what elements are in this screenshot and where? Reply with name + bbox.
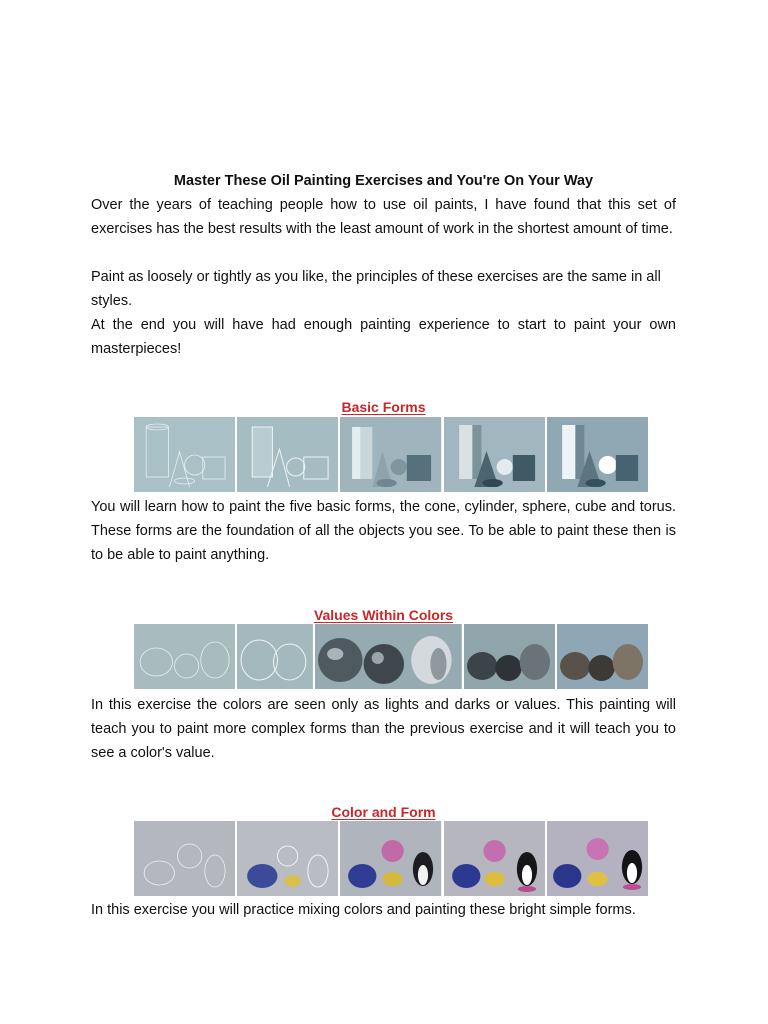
- color-form-stage-5-image: [547, 821, 648, 896]
- color-form-stage-4-image: [444, 821, 545, 896]
- intro-paragraph-2: Paint as loosely or tightly as you like, the principles of these exercises are the same in all styles.: [91, 269, 661, 309]
- basic-forms-stage-4-image: [444, 417, 545, 492]
- values-stage-3-image: [315, 624, 462, 689]
- values-within-colors-description: In this exercise the colors are seen only as lights and darks or values. This painting will teach you to paint more complex forms than the previous exercise and it will teach you to see a color's value.: [91, 697, 676, 761]
- page-title: Master These Oil Painting Exercises and You're On Your Way: [173, 173, 594, 189]
- section-heading-color-and-form: Color and Form: [331, 804, 436, 820]
- color-form-stage-3-image: [340, 821, 441, 896]
- intro-paragraph-3: At the end you will have had enough painting experience to start to paint your own masterpieces!: [91, 317, 676, 357]
- color-and-form-image-strip: [134, 821, 648, 896]
- values-within-colors-image-strip: [134, 624, 648, 689]
- basic-forms-stage-2-image: [237, 417, 338, 492]
- color-form-stage-2-image: [237, 821, 338, 896]
- color-and-form-description: In this exercise you will practice mixing colors and painting these bright simple forms.: [91, 902, 636, 918]
- basic-forms-image-strip: [134, 417, 648, 492]
- basic-forms-stage-3-image: [340, 417, 441, 492]
- basic-forms-stage-1-image: [134, 417, 235, 492]
- basic-forms-stage-5-image: [547, 417, 648, 492]
- section-heading-basic-forms: Basic Forms: [341, 399, 426, 415]
- intro-paragraph-1: Over the years of teaching people how to use oil paints, I have found that this set of exercises has the best results with the least amount of work in the shortest amount of time.: [91, 197, 676, 237]
- values-stage-5-image: [557, 624, 648, 689]
- values-stage-1-image: [134, 624, 235, 689]
- values-stage-4-image: [464, 624, 555, 689]
- values-stage-2-image: [237, 624, 313, 689]
- color-form-stage-1-image: [134, 821, 235, 896]
- basic-forms-description: You will learn how to paint the five basic forms, the cone, cylinder, sphere, cube and torus. These forms are the foundation of all the objects you see. To be able to paint these then is to be able to paint anything.: [91, 499, 676, 563]
- section-heading-values-within-colors: Values Within Colors: [313, 607, 454, 623]
